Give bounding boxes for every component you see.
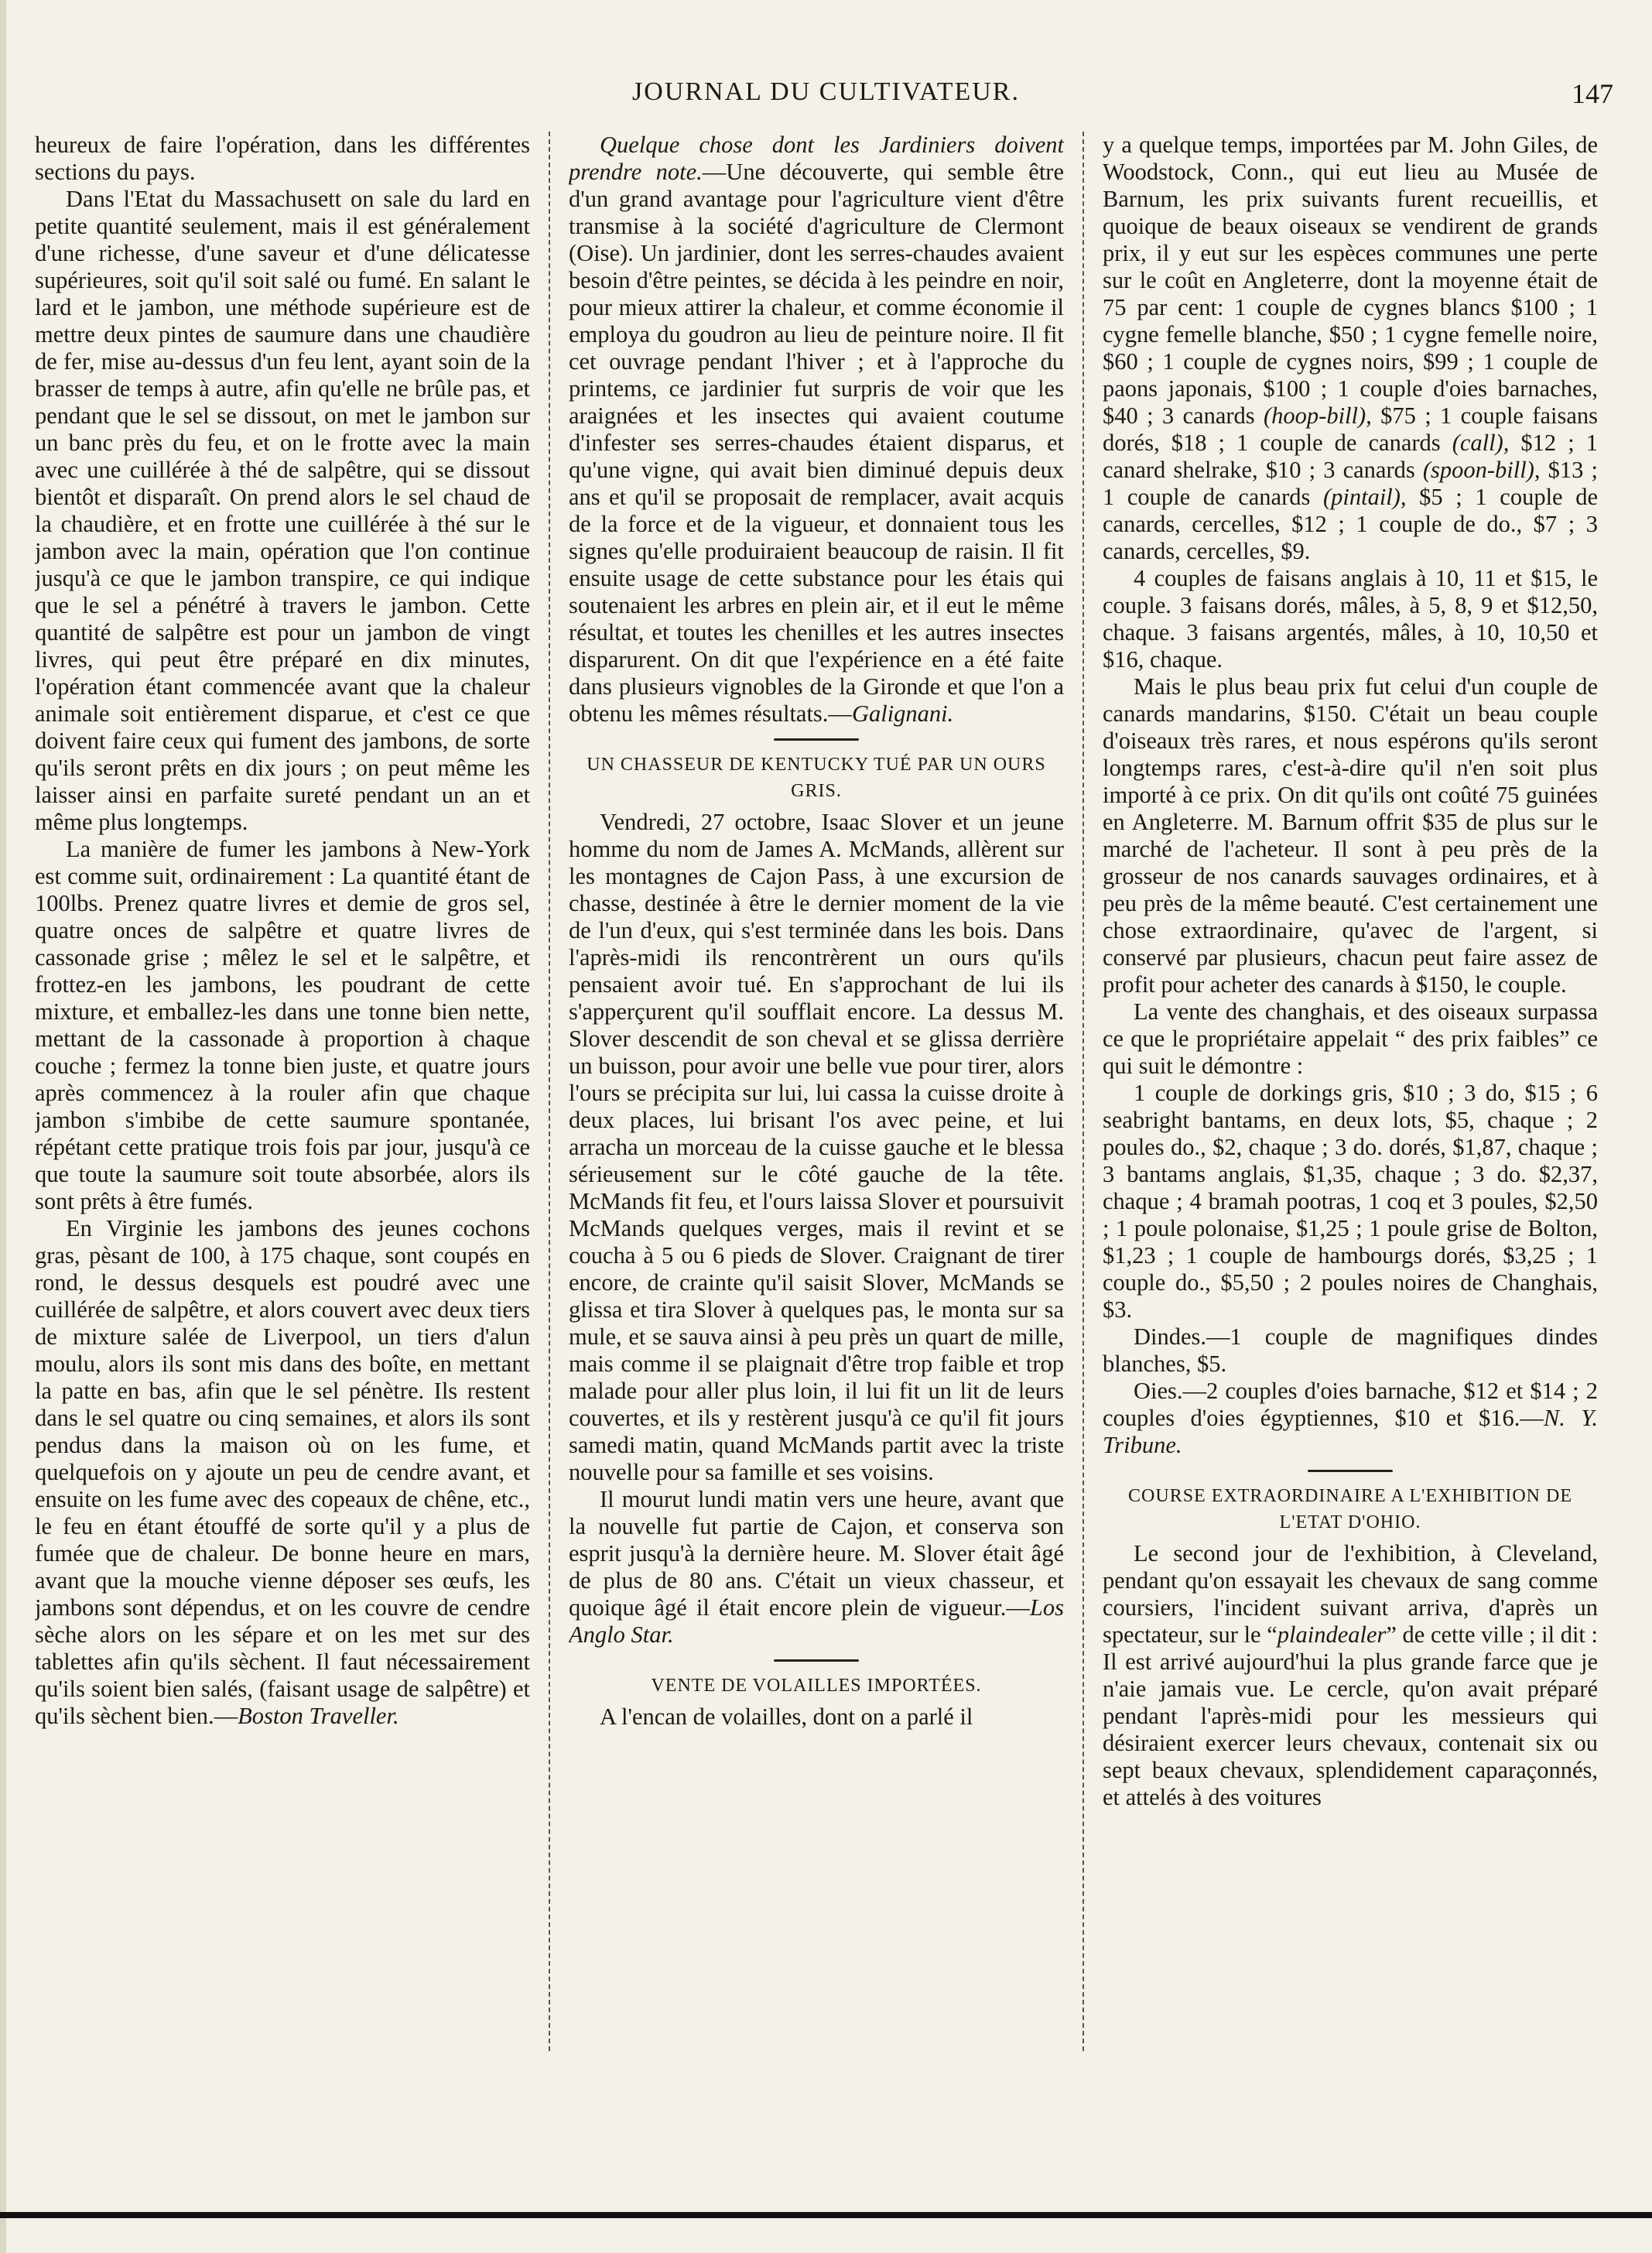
column-middle <box>569 132 1064 2113</box>
page-number: 147 <box>1572 78 1613 109</box>
running-title: JOURNAL DU CULTIVATEUR. <box>632 77 1020 106</box>
column-divider <box>1083 132 1084 2051</box>
page-header <box>31 77 1621 124</box>
article-heading: UN CHASSEUR DE KENTUCKY TUÉ PAR UN OURS GRIS. <box>587 755 1046 801</box>
source-credit: Boston Traveller. <box>238 1703 399 1729</box>
article-lead-title: Quelque chose dont les Jardiniers doivent prendre note. <box>569 132 1064 185</box>
italic-term: plaindealer <box>1277 1621 1387 1648</box>
paragraph-text: $75 ; 1 couple faisans dorés, $18 ; 1 couple de canards <box>1103 402 1598 456</box>
paragraph-text: ” de cette ville ; il dit : Il est arrivé aujourd'hui la plus grande farce que je n'aie jamais vue. Le cercle, qu'on avait préparé pendant l'après-midi pour les messieurs qui désiraient exercer leurs chevaux, contenait six ou sept beaux chevaux, splendidement caparaçonnés, et attelés à des voitures <box>1103 1621 1598 1810</box>
paragraph: heureux de faire l'opération, dans les différentes sections du pays. <box>35 132 530 185</box>
paragraph-text: $12 ; 1 canard shelrake, $10 ; 3 canards <box>1103 430 1598 483</box>
paragraph <box>1103 1378 1598 1459</box>
section-divider <box>774 1659 859 1662</box>
paragraph: Dindes.—1 couple de magnifiques dindes blanches, $5. <box>1103 1323 1598 1377</box>
paragraph <box>1103 1540 1598 1811</box>
paragraph <box>569 132 1064 728</box>
column-divider <box>549 132 550 2051</box>
article-heading: VENTE DE VOLAILLES IMPORTÉES. <box>651 1676 982 1696</box>
italic-term: (pintail), <box>1322 484 1407 510</box>
scan-edge <box>0 0 6 2253</box>
paragraph-text: Le second jour de l'exhibition, à Cleveland, pendant qu'on essayait les chevaux de sang comme coursiers, l'incident suivant arriva, d'après un spectateur, sur le “ <box>1103 1540 1598 1648</box>
paragraph-text: —Une découverte, qui semble être d'un grand avantage pour l'agriculture vient d'être transmise à la société d'agriculture de Clermont (Oise). Un jardinier, dont les serres-chaudes avaient besoin d'être peintes, se décida à les peindre en noir, pour mieux attirer la chaleur, et comme économie il employa du goudron au lieu de peinture noire. Il fit cet ouvrage pendant l'hiver ; et à l'approche du printems, ce jardinier fut surpris de voir que les araignées et les insectes qui avaient coutume d'infester ses serres-chaudes étaient disparus, et qu'une vigne, qui avait bien diminué depuis deux ans et qu'il se proposait de remplacer, avait acquis de la force et de la vigueur, et donnaient tous les signes qu'elle produiraient beaucoup de raisin. Il fit ensuite usage de cette substance pour les étais qui soutenaient les arbres en plein air, et il eut le même résultat, et toutes les chenilles et les autres insectes disparurent. On dit que l'expérience en a été faite dans plusieurs vignobles de la Gironde et que l'on a obtenu les mêmes résultats.— <box>569 159 1064 727</box>
paragraph-text: Il mourut lundi matin vers une heure, avant que la nouvelle fut partie de Cajon, et conserva son esprit jusqu'à la dernière heure. M. Slover était âgé de plus de 80 ans. C'était un vieux chasseur, et quoique âgé il était encore plein de vigueur.— <box>569 1486 1064 1621</box>
paragraph-text: $13 ; 1 couple de canards <box>1103 457 1598 510</box>
paragraph: A l'encan de volailles, dont on a parlé il <box>600 1703 973 1730</box>
column-left <box>35 132 530 2113</box>
paragraph-text: En Virginie les jambons des jeunes cochons gras, pèsant de 100, à 175 chaque, sont coupés en rond, le dessus desquels est poudré avec une cuillérée de salpêtre, et alors couvert avec deux tiers de mixture salée de Liverpool, un tiers d'alun moulu, alors ils sont mis dans des boîte, en mettant la patte en bas, afin que le sel pénètre. Ils restent dans le sel quatre ou cinq semaines, et alors ils sont pendus dans la maison où on les fume, et quelquefois on y ajoute un peu de cendre avant, et ensuite on les fume avec des copeaux de chêne, etc., le feu en étant étouffé de sorte qu'il y a plus de fumée que de chaleur. De bonne heure en mars, avant que la mouche vienne déposer ses œufs, les jambons sont dépendus, et on les couvre de cendre sèche alors on les sépare et on les met sur des tablettes afin qu'ils sèchent. Il faut nécessairement qu'ils soient bien salés, (faisant usage de salpêtre) et qu'ils sèchent bien.— <box>35 1215 530 1729</box>
paragraph: La manière de fumer les jambons à New-York est comme suit, ordinairement : La quantité étant de 100lbs. Prenez quatre livres et demie de gros sel, quatre onces de salpêtre et quatre livres de cassonade grise ; mêlez le sel et le salpêtre, et frottez-en les jambons, les poudrant de cette mixture, et emballez-les dans une tonne bien nette, mettant de la cassonade à proportion à chaque couche ; fermez la tonne bien juste, et quatre jours après commencez à la rouler afin que chaque jambon s'imbibe de cette saumure spontanée, répétant cette pratique trois fois par jour, jusqu'à ce que toute la saumure soit toute absorbée, alors ils sont prêts à être fumés. <box>35 836 530 1214</box>
paragraph <box>35 1215 530 1730</box>
bottom-rule <box>0 2212 1652 2218</box>
paragraph-text: y a quelque temps, importées par M. John Giles, de Woodstock, Conn., qui eut lieu au Musée de Barnum, les prix suivants furent recueillis, et quoique de beaux oiseaux se vendirent de grands prix, il y eut sur les espèces communes une perte sur le coût en Angleterre, dont la moyenne était de 75 par cent: 1 couple de cygnes blancs $100 ; 1 cygne femelle blanche, $50 ; 1 cygne femelle noire, $60 ; 1 couple de cygnes noirs, $99 ; 1 couple de paons japonais, $100 ; 1 couple d'oies barnaches, $40 ; 3 canards <box>1103 132 1598 429</box>
source-credit: Los Anglo Star. <box>569 1594 1064 1648</box>
paragraph: 4 couples de faisans anglais à 10, 11 et $15, le couple. 3 faisans dorés, mâles, à 5, 8, 9 et $12,50, chaque. 3 faisans argentés, mâles, à 10, 10,50 et $16, chaque. <box>1103 565 1598 673</box>
section-divider <box>774 738 859 741</box>
source-credit: Galignani. <box>851 700 954 727</box>
paragraph <box>569 1486 1064 1649</box>
italic-term: (call), <box>1452 430 1510 456</box>
italic-term: (hoop-bill), <box>1264 402 1372 429</box>
paragraph <box>1103 132 1598 565</box>
source-credit: N. Y. Tribune. <box>1103 1405 1598 1458</box>
paragraph: Vendredi, 27 octobre, Isaac Slover et un jeune homme du nom de James A. McMands, allèrent sur les montagnes de Cajon Pass, à une excursion de chasse, destinée à être le dernier moment de la vie de l'un d'eux, qui s'est terminée dans les bois. Dans l'après-midi ils rencontrèrent un ours qu'ils pensaient avoir tué. En s'approchant de lui ils s'apperçurent qu'il soufflait encore. La dessus M. Slover descendit de son cheval et se glissa derrière un buisson, pour avoir une belle vue pour tirer, alors l'ours se précipita sur lui, lui cassa la cuisse droite à deux places, lui brisant l'os avec peine, et lui arracha un morceau de la cuisse gauche et le blessa sérieusement sur le côté gauche de la tête. McMands fit feu, et l'ours laissa Slover et poursuivit McMands quelques verges, mais il revint et se coucha à 5 ou 6 pieds de Slover. Craignant de tirer encore, de crainte qu'il saisit Slover, McMands se glissa et tira Slover à quelques pas, le monta sur sa mule, et se sauva ainsi à peu près un quart de mille, mais comme il se plaignait d'être trop faible et trop malade pour aller plus loin, il lui fit un lit de leurs couvertes, et ils y restèrent jusqu'à ce qu'il fit jours samedi matin, quand McMands partit avec la triste nouvelle pour sa famille et ses voisins. <box>569 809 1064 1485</box>
section-divider <box>1308 1470 1393 1472</box>
article-heading: COURSE EXTRAORDINAIRE A L'EXHIBITION DE L'ETAT D'OHIO. <box>1128 1486 1572 1532</box>
text-columns <box>35 132 1625 2113</box>
paragraph-text: $5 ; 1 couple de canards, cercelles, $12 ; 1 couple de do., $7 ; 3 canards, cercelles, $9. <box>1103 484 1598 564</box>
paragraph: La vente des changhais, et des oiseaux surpassa ce que le propriétaire appelait “ des prix faibles” ce qui suit le démontre : <box>1103 998 1598 1079</box>
column-right <box>1103 132 1598 2113</box>
paragraph: Dans l'Etat du Massachusett on sale du lard en petite quantité seulement, mais il est généralement d'une richesse, d'une saveur et d'une délicatesse supérieures, soit qu'il soit salé ou fumé. En salant le lard et le jambon, une méthode supérieure est de mettre deux pintes de saumure dans une chaudière de fer, mise au-dessus d'un feu lent, ayant soin de la brasser de temps à autre, afin qu'elle ne brûle pas, et pendant que le sel se dissout, on met le jambon sur un banc près du feu, et on le frotte avec la main avec une cuillérée à thé de salpêtre, qui se dissout bientôt et disparaît. On prend alors le sel chaud de la chaudière, et en frotte une cuillérée à thé sur le jambon avec la main, opération que l'on continue jusqu'à ce que le jambon transpire, ce qui indique que le sel a pénétré à travers le jambon. Cette quantité de salpêtre est pour un jambon de vingt livres, qui peut être préparé en dix minutes, l'opération étant commencée avant que la chaleur animale soit entièrement disparue, et c'est ce que doivent faire ceux qui fument des jambons, de sorte qu'ils seront prêts en dix jours ; on peut même les laisser ainsi en parfaite sureté pendant un an et même plus longtemps. <box>35 186 530 835</box>
italic-term: (spoon-bill), <box>1422 457 1541 483</box>
paragraph-text: Oies.—2 couples d'oies barnache, $12 et $14 ; 2 couples d'oies égyptiennes, $10 et $16.— <box>1103 1378 1598 1431</box>
paragraph: 1 couple de dorkings gris, $10 ; 3 do, $15 ; 6 seabright bantams, en deux lots, $5, chaque ; 2 poules do., $2, chaque ; 3 do. dorés, $1,87, chaque ; 3 bantams anglais, $1,35, chaque ; 3 do. $2,37, chaque ; 4 bramah pootras, 1 coq et 3 poules, $2,50 ; 1 poule polonaise, $1,25 ; 1 poule grise de Bolton, $1,23 ; 1 couple de hambourgs dorés, $3,25 ; 1 couple do., $5,50 ; 2 poules noires de Changhais, $3. <box>1103 1080 1598 1323</box>
paragraph: Mais le plus beau prix fut celui d'un couple de canards mandarins, $150. C'était un beau couple d'oiseaux très rares, et nous espérons qu'ils seront longtemps rares, c'est-à-dire qu'il n'en soit plus importé à ce prix. On dit qu'ils ont coûté 75 guinées en Angleterre. M. Barnum offrit $35 de plus sur le marché de l'acheteur. Il sont à peu près de la grosseur de nos canards sauvages ordinaires, et à peu près de la même beauté. C'est certainement une chose extraordinaire, qu'avec de l'argent, si conservé par plusieurs, chacun peut faire assez de profit pour acheter des canards à $150, le couple. <box>1103 673 1598 998</box>
